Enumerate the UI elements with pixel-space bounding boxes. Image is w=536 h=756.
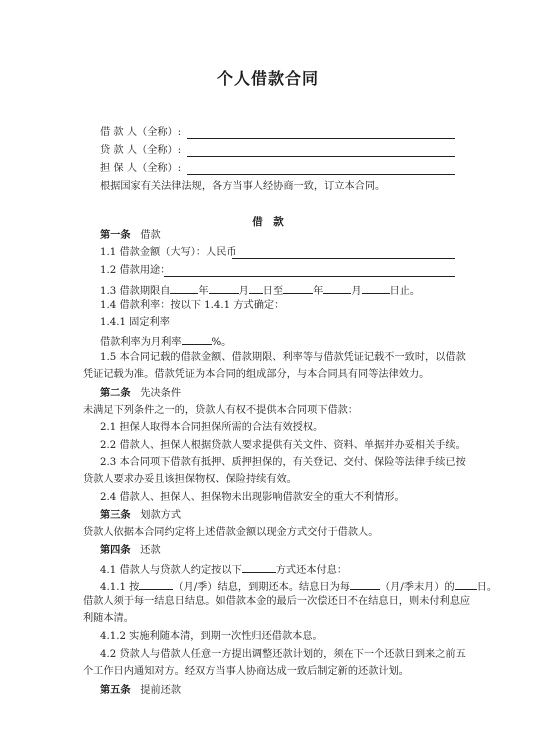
clause-4-1-1-line-2: 借款人须于每一结息日结息。如借款本金的最后一次偿还日不在结息日，则未付利息应 bbox=[83, 596, 471, 607]
start-day-field[interactable] bbox=[249, 282, 263, 294]
section-title: 借 款 bbox=[252, 216, 284, 228]
interest-rate-label: 借款利率为月利率 bbox=[100, 337, 182, 348]
end-month-field[interactable] bbox=[323, 282, 351, 294]
guarantor-label: 担 保 人（全称）: bbox=[100, 163, 182, 174]
percent-label: %。 bbox=[211, 337, 232, 348]
clause-4-1-1-end: 日。 bbox=[476, 582, 498, 593]
lender-name-field[interactable] bbox=[187, 156, 455, 157]
clause-1-3-text: 1.3 借款期限自 bbox=[100, 286, 171, 297]
clause-2-2: 2.2 借款人、担保人根据贷款人要求提供有关文件、资料、单据并办妥相关手续。 bbox=[100, 440, 466, 451]
day-to-label: 日至 bbox=[262, 286, 284, 297]
interest-day-period-field[interactable] bbox=[350, 578, 380, 590]
article-4-number: 第四条 bbox=[100, 544, 131, 556]
clause-1-4: 1.4 借款利率：按以下 1.4.1 方式确定： bbox=[100, 300, 285, 311]
clause-1-2-text: 1.2 借款用途： bbox=[100, 265, 171, 276]
clause-4-1-text: 4.1 借款人与贷款人约定按以下 bbox=[100, 565, 242, 576]
clause-2-3-line-1: 2.3 本合同项下借款有抵押、质押担保的，有关登记、交付、保险等法律手续已按 bbox=[100, 457, 466, 468]
contract-title: 个人借款合同 bbox=[216, 69, 319, 88]
guarantor-name-field[interactable] bbox=[187, 174, 455, 175]
clause-4-1-1-line-3: 利随本清。 bbox=[83, 613, 134, 624]
end-year-field[interactable] bbox=[283, 282, 313, 294]
article-5-title: 提前还款 bbox=[140, 685, 182, 696]
clause-4-1-1-mid: （月/季）结息，到期还本。结息日为每 bbox=[173, 582, 350, 593]
article-3-title: 划款方式 bbox=[140, 510, 182, 521]
end-day-field[interactable] bbox=[362, 282, 390, 294]
year-label: 年 bbox=[313, 286, 324, 297]
loan-purpose-field[interactable] bbox=[164, 276, 455, 277]
clause-1-1-text: 1.1 借款金额（大写）：人民币 bbox=[100, 247, 237, 258]
clause-4-1-1 bbox=[100, 578, 497, 595]
article-3-number: 第三条 bbox=[100, 509, 131, 521]
repayment-method-field[interactable] bbox=[242, 561, 276, 573]
clause-1-1 bbox=[100, 246, 237, 260]
start-month-field[interactable] bbox=[209, 282, 239, 294]
clause-4-2-line-2: 个工作日内通知对方。经双方当事人协商达成一致后制定新的还款计划。 bbox=[83, 666, 409, 677]
borrower-label: 借 款 人（全称）: bbox=[100, 127, 182, 138]
clause-1-2 bbox=[100, 264, 170, 278]
article-3-heading bbox=[100, 508, 181, 523]
clause-4-1-suffix: 方式还本付息： bbox=[275, 565, 348, 576]
loan-amount-field[interactable] bbox=[232, 258, 455, 259]
article-2-intro: 未满足下列条件之一的，贷款人有权不提供本合同项下借款： bbox=[83, 405, 359, 416]
article-4-heading bbox=[100, 543, 161, 558]
article-1-heading bbox=[100, 228, 161, 243]
clause-4-1-1-month: （月/季末月）的 bbox=[379, 582, 455, 593]
article-3-text: 贷款人依据本合同约定将上述借款金额以现金方式交付于借款人。 bbox=[83, 527, 379, 538]
clause-1-5-line-2: 凭证记载为准。借款凭证为本合同的组成部分，与本合同具有同等法律效力。 bbox=[83, 369, 430, 380]
clause-1-3 bbox=[100, 282, 420, 299]
clause-2-4: 2.4 借款人、担保人、担保物未出现影响借款安全的重大不利情形。 bbox=[100, 492, 405, 503]
month-label: 月 bbox=[351, 286, 362, 297]
clause-2-1: 2.1 担保人取得本合同担保所需的合法有效授权。 bbox=[100, 422, 324, 433]
interest-day-field[interactable] bbox=[455, 578, 477, 590]
clause-1-4-1: 1.4.1 固定利率 bbox=[100, 317, 170, 328]
clause-1-5-line-1: 1.5 本合同记载的借款金额、借款期限、利率等与借款凭证记载不一致时，以借款 bbox=[100, 352, 466, 363]
year-label: 年 bbox=[198, 286, 209, 297]
day-end-label: 日止。 bbox=[389, 286, 421, 297]
clause-4-1-2: 4.1.2 实施利随本清，到期一次性归还借款本息。 bbox=[100, 631, 323, 642]
clause-4-1-1-text: 4.1.1 按 bbox=[100, 582, 140, 593]
month-label: 月 bbox=[238, 286, 249, 297]
article-2-heading bbox=[100, 386, 181, 401]
article-5-heading bbox=[100, 683, 181, 698]
monthly-rate-field[interactable] bbox=[182, 333, 212, 345]
clause-4-1 bbox=[100, 561, 347, 578]
lender-label: 贷 款 人（全称）: bbox=[100, 145, 182, 156]
article-4-title: 还款 bbox=[140, 545, 161, 556]
article-1-title: 借款 bbox=[140, 230, 161, 241]
interest-period-field[interactable] bbox=[139, 578, 173, 590]
clause-2-3-line-2: 贷款人要求办妥且该担保物权、保险持续有效。 bbox=[83, 474, 297, 485]
start-year-field[interactable] bbox=[170, 282, 198, 294]
article-1-number: 第一条 bbox=[100, 229, 131, 241]
article-5-number: 第五条 bbox=[100, 684, 131, 696]
interest-rate-line bbox=[100, 333, 231, 350]
preamble: 根据国家有关法律法规，各方当事人经协商一致，订立本合同。 bbox=[100, 181, 386, 192]
clause-4-2-line-1: 4.2 贷款人与借款人任意一方提出调整还款计划的，须在下一个还款日到来之前五 bbox=[100, 649, 466, 660]
borrower-name-field[interactable] bbox=[187, 138, 455, 139]
article-2-title: 先决条件 bbox=[140, 388, 182, 399]
article-2-number: 第二条 bbox=[100, 387, 131, 399]
